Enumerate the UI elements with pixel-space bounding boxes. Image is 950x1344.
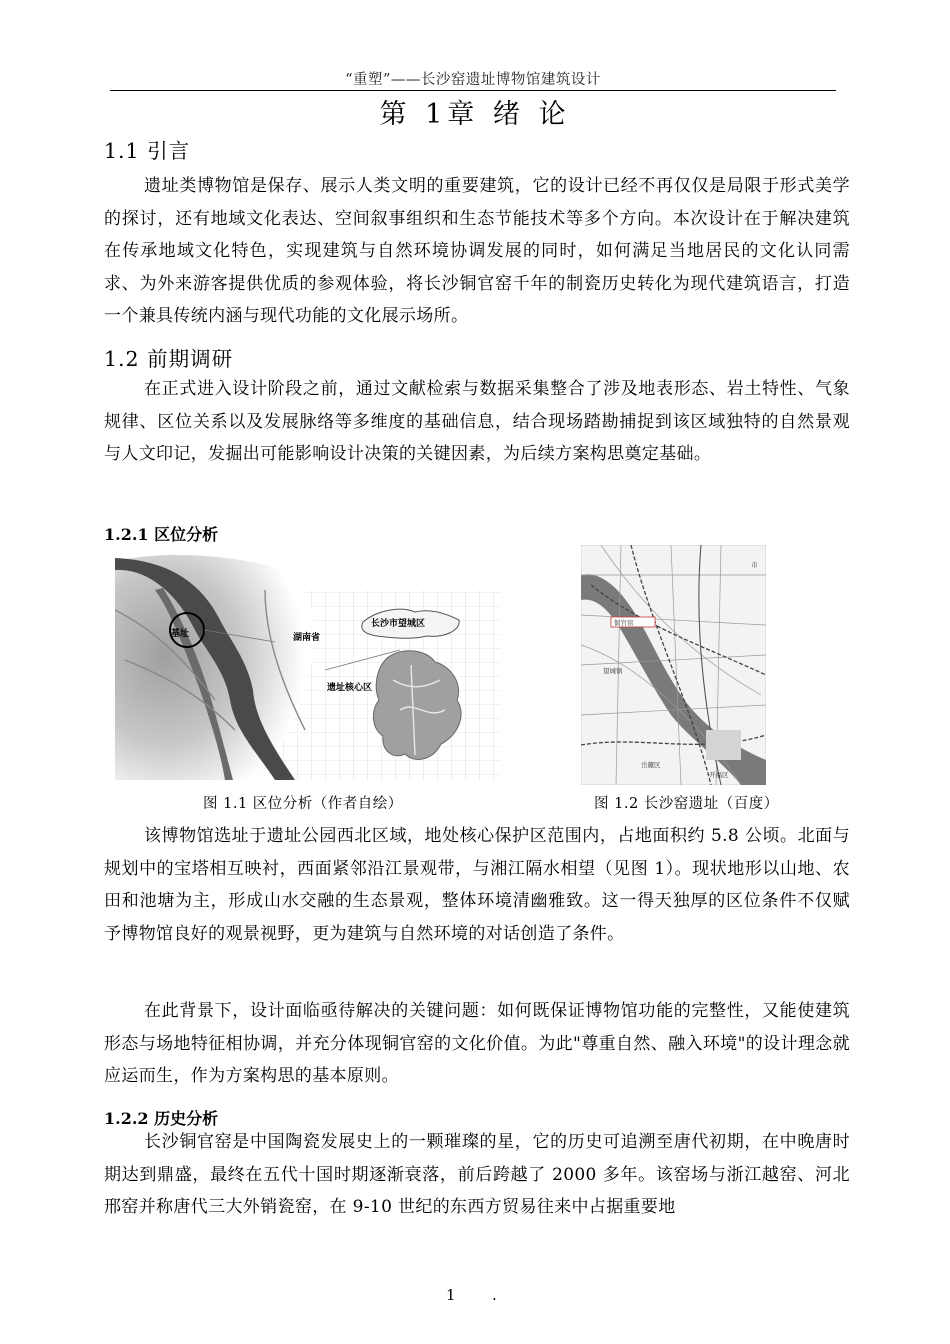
label-wangcheng: 望城镇 — [603, 667, 623, 675]
running-header: “重塑”——长沙窑遗址博物馆建筑设计 — [345, 72, 601, 88]
label-core-zone: 遗址核心区 — [327, 683, 373, 693]
label-tongguan-kiln: 铜官窑 — [614, 619, 634, 627]
paragraph-history: 长沙铜官窑是中国陶瓷发展史上的一颗璀璨的星，它的历史可追溯至唐代初期，在中晚唐时期达到鼎盛，最终在五代十国时期逐渐衰落，前后跨越了 2000 多年。该窑场与浙江越窑、河北邢窑并称唐代三大外销瓷窑，在 9-10 世纪的东西方贸易往来中占据重要地 — [104, 1132, 850, 1218]
paragraph-design-principle: 在此背景下，设计面临亟待解决的关键问题：如何既保证博物馆功能的完整性，又能使建筑形态与场地特征相协调，并充分体现铜官窑的文化价值。为此"尊重自然、融入环境"的设计理念就应运而生，作为方案构思的基本原则。 — [104, 1001, 850, 1087]
label-city: 市 — [751, 561, 758, 569]
paragraph-site-location: 该博物馆选址于遗址公园西北区域，地处核心保护区范围内，占地面积约 5.8 公顷。北面与规划中的宝塔相互映衬，西面紧邻沿江景观带，与湘江隔水相望（见图 1）。现状地形以山地、农田和池塘为主，形成山水交融的生态景观，整体环境清幽雅致。这一得天独厚的区位条件不仅赋予博物馆良好的观景视野，更为建筑与自然环境的对话创造了条件。 — [104, 826, 850, 944]
figure-caption-1-1: 图 1.1 区位分析（作者自绘） — [203, 796, 403, 812]
page-number: 1 — [446, 1286, 456, 1304]
chapter-title: 第 1章 绪 论 — [379, 99, 571, 130]
figure-kiln-site-map — [581, 545, 766, 785]
section-heading-1-1: 1.1 引言 — [104, 139, 191, 163]
section-heading-1-2: 1.2 前期调研 — [104, 347, 234, 371]
footer-dot: . — [492, 1286, 497, 1304]
label-yuelu: 岳麓区 — [641, 761, 661, 769]
label-kaifu: 开福区 — [709, 771, 729, 779]
figure-caption-1-2: 图 1.2 长沙窑遗址（百度） — [594, 796, 779, 812]
label-district: 长沙市望城区 — [371, 619, 426, 629]
label-site: 基址 — [171, 629, 190, 639]
header-rule — [110, 90, 836, 91]
paragraph-introduction: 遗址类博物馆是保存、展示人类文明的重要建筑，它的设计已经不再仅仅是局限于形式美学的探讨，还有地域文化表达、空间叙事组织和生态节能技术等多个方向。本次设计在于解决建筑在传承地域文化特色，实现建筑与自然环境协调发展的同时，如何满足当地居民的文化认同需求、为外来游客提供优质的参观体验，将长沙铜官窑千年的制瓷历史转化为现代建筑语言，打造一个兼具传统内涵与现代功能的文化展示场所。 — [104, 176, 850, 327]
paragraph-research: 在正式进入设计阶段之前，通过文献检索与数据采集整合了涉及地表形态、岩土特性、气象规律、区位关系以及发展脉络等多维度的基础信息，结合现场踏勘捕捉到该区域独特的自然景观与人文印记，发掘出可能影响设计决策的关键因素，为后续方案构思奠定基础。 — [104, 379, 850, 465]
label-province: 湖南省 — [293, 633, 321, 643]
subsection-heading-1-2-2: 1.2.2 历史分析 — [104, 1109, 219, 1128]
subsection-heading-1-2-1: 1.2.1 区位分析 — [104, 525, 219, 544]
figure-location-analysis — [115, 550, 500, 782]
